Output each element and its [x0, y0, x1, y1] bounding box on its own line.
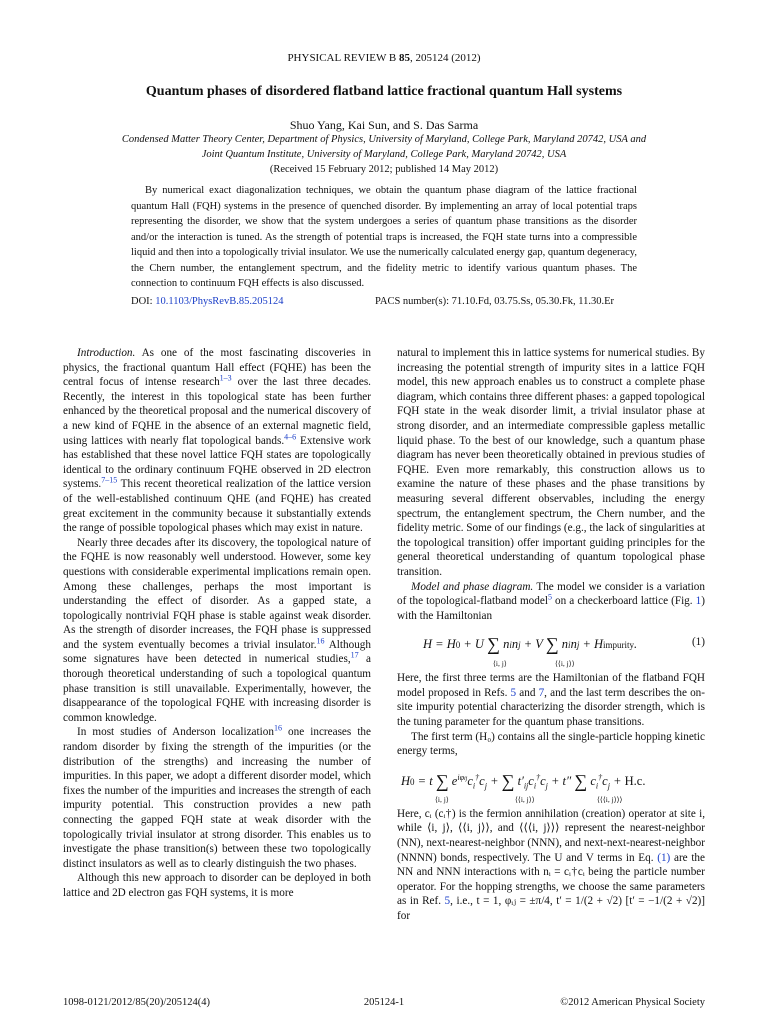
issn: 1098-0121/2012/85(20)/205124(4) [63, 997, 210, 1008]
doi-label: DOI: [131, 296, 153, 307]
sum-index-nn: ⟨i, j⟩ [435, 794, 449, 804]
hamiltonian-paragraph [397, 671, 705, 729]
citation-link[interactable]: 1–3 [219, 373, 232, 383]
intro-paragraph-2 [63, 536, 371, 726]
text-run: In most studies of Anderson localization [77, 726, 274, 739]
text-run: Nearly three decades after its discovery, the topological nature of the FQHE is now reasonably well understood. However, some key questions with considerable experimental implications remain open. Among these challenges, perhaps the most important is understanding the effect of disorder. As a gapped state, a topologically nontrivial FQH phase is stable against weak disorder. As the strength of disorder increases, the FQH phase is suppressed and the system eventually becomes a trivial insulator. [63, 536, 371, 651]
affiliation-2: Joint Quantum Institute, University of Maryland, College Park, Maryland 20742, USA [201, 149, 567, 160]
citation-link[interactable]: 4–6 [284, 431, 297, 441]
intro-paragraph-3 [63, 725, 371, 871]
figure-link[interactable]: 1 [695, 595, 702, 608]
text-run: one increases the random disorder by fixing the strength of the impurities (or the distribution of the strengths) and increasing the number of impurities. In this paper, we adopt a different disorder model, which fixes the number of the impurities and increases the strength of each impurity potential. This construction provides a new path connecting the gapped FQH state at weak disorder with the topologically trivial insulator at strong disorder. This enables us to investigate the phase transition(s) between these two topologically distinct insulators as well as to clearly distinguish the two phases. [63, 726, 371, 870]
text-run: ) with the Hamiltonian [397, 595, 705, 622]
text-run: Here, cᵢ (cᵢ†) is the fermion annihilation (creation) operator at site i, while ⟨i, j⟩, ⟨⟨i, j⟩⟩, and ⟨⟨⟨i, j⟩⟩⟩ represent the nearest-neighbor (NN), next-nearest-neighbor (NNN), and next-next-nearest-neighbor (NNNN) bonds, respectively. The U and V terms in Eq. [397, 807, 705, 864]
equation-number-1: (1) [691, 636, 705, 649]
right-column [397, 346, 705, 924]
paper-title: Quantum phases of disordered flatband lattice fractional quantum Hall systems [145, 84, 623, 99]
text-run: are the NN and NNN interactions with nᵢ = cᵢ†cᵢ being the particle number operator. For the hopping strengths, we choose the same parameters as in Ref. [397, 851, 705, 908]
pacs-numbers [375, 296, 614, 307]
copyright: ©2012 American Physical Society [560, 997, 705, 1008]
citation-link[interactable]: 16 [316, 636, 325, 646]
received-dates: (Received 15 February 2012; published 14 May 2012) [269, 164, 499, 175]
text-run: and [516, 686, 539, 699]
text-run: a thorough theoretical understanding of such a topological quantum phase transition is still unavailable. Experimentally, however, the disappearance of the topological FQHE with increasing disorder is common knowledge. [63, 653, 371, 724]
reference-link[interactable]: 7 [538, 686, 545, 699]
sum-index-nnn: ⟨⟨i, j⟩⟩ [555, 659, 575, 669]
citation-link[interactable]: 7–15 [101, 475, 118, 485]
kinetic-paragraph: The first term (H₀) contains all the single-particle hopping kinetic energy terms, [397, 730, 705, 758]
section-lead-introduction: Introduction. [77, 347, 136, 359]
pacs-label: PACS number(s): [375, 296, 449, 307]
text-run: , and the last term describes the on-site impurity potential characterizing the disorder strength, which is the tuning parameter for the quantum phase transitions. [397, 686, 705, 729]
left-column [63, 346, 371, 901]
text-run: This recent theoretical realization of the lattice version of the well-established continuum QHE (and FQHE) has created great excitement in the community because it substantially extends the range of possible topological phases which may exist in nature. [63, 478, 371, 535]
text-run: , i.e., t = 1, φᵢⱼ = ±π/4, t′ = 1/(2 + √2) [t′ = −1/(2 + √2)] for [397, 895, 705, 922]
author-list: Shuo Yang, Kai Sun, and S. Das Sarma [289, 118, 479, 132]
kinetic-formula: H0 = t ∑ $e^{i\varphi ij}c_i^\dagger c_j$ + ∑ $t'_{ij}c_i^\dagger c_j + t''$ ∑ $c_i^\dagger c_j + H.c$. [401, 771, 646, 791]
journal-name: PHYSICAL REVIEW B [287, 52, 397, 64]
sum-index-nn: ⟨i, j⟩ [493, 659, 507, 669]
sum-index-nnn: ⟨⟨i, j⟩⟩ [515, 794, 535, 804]
intro-paragraph-4: Although this new approach to disorder can be deployed in both lattice and 2D electron gas FQH systems, it is more [63, 872, 371, 899]
text-run: As one of the most fascinating discoveries in physics, the fractional quantum Hall effect (FQHE) has been the central focus of intense research [63, 347, 371, 389]
text-run: Extensive work has established that these novel lattice FQH states are topologically identical to the ordinary continuum FQHE observed in 2D electron systems. [63, 434, 372, 491]
hamiltonian-formula: H = H0 + U ∑ ninj + V ∑ ninj + Himpurity. [423, 634, 638, 655]
citation-link[interactable]: 17 [350, 650, 359, 660]
equation-link[interactable]: (1) [657, 851, 671, 864]
article-number: , 205124 (2012) [409, 52, 481, 64]
text-run: The model we consider is a variation of the topological-flatband model [397, 580, 705, 608]
citation-link[interactable]: 5 [547, 592, 552, 602]
doi-link[interactable]: 10.1103/PhysRevB.85.205124 [155, 296, 284, 307]
equation-1 [397, 627, 705, 667]
right-paragraph-1: natural to implement this in lattice systems for numerical studies. By increasing the potential strength of impurity sites in a lattice FQH model, this new approach enables us to construct a complete phase diagram, which contains three different phases: a gapped topological FQH state in the weak disorder limit, a trivial insulator phase at strong disorder, and an intermediate compressible gapless metallic liquid phase. To the best of our knowledge, such a quantum phase diagram has never been theoretically obtained in previous studies of FQHE. Even more remarkably, this construction allows us to examine the nature of these phases and the phase transitions by measuring several different observables, including the energy spectrum, the entanglement spectrum, the Chern number, and the fidelity metric. Some of our findings (e.g., the lack of singularities at the topological transition) offer important guiding principles for the general theoretical understanding of quantum topological phase transition. [397, 347, 705, 578]
reference-link[interactable]: 5 [444, 895, 451, 908]
citation-link[interactable]: 16 [273, 723, 282, 733]
journal-volume: 85 [398, 52, 410, 64]
affiliation-1: Condensed Matter Theory Center, Department of Physics, University of Maryland, College Park, Maryland 20742, USA and [121, 134, 647, 145]
doi-line [131, 296, 637, 307]
text-run: Although some signatures have been detected in numerical studies, [63, 638, 371, 666]
text-run: Here, the first three terms are the Hamiltonian of the flatband FQH model proposed in Refs. [397, 672, 705, 699]
text-run: on a checkerboard lattice (Fig. [551, 595, 696, 608]
sum-index-nnnn: ⟨⟨⟨i, j⟩⟩⟩ [597, 794, 623, 804]
reference-link[interactable]: 5 [510, 686, 517, 699]
abstract: By numerical exact diagonalization techniques, we obtain the quantum phase diagram of the lattice fractional quantum Hall (FQH) systems in the presence of quenched disorder. By implementing an array of local potential traps representing the disorder, we show that the system undergoes a series of quantum phase transitions as the disorder and/or the interaction is tuned. As the strength of potential traps is increased, the FQH state turns into a compressible liquid and then into a topologically trivial insulator. We use the numerically calculated energy gap, quantum degeneracy, the Chern number, the entanglement spectrum, and the fidelity metric to identify various quantum phases. The connection to continuum FQH effects is also discussed. [131, 185, 637, 289]
text-run: over the last three decades. Recently, the interest in this topological state has been further enhanced by the theoretical proposal and the numerical discovery of a new kind of FQHE in the absence of an external magnetic field, using lattices with nearly flat topological bands. [63, 376, 371, 447]
model-paragraph [397, 580, 705, 624]
equation-2 [397, 763, 705, 803]
section-lead-model: Model and phase diagram. [411, 580, 534, 593]
intro-paragraph-1 [63, 346, 371, 536]
page-number: 205124-1 [363, 997, 405, 1008]
pacs-value: 71.10.Fd, 03.75.Ss, 05.30.Fk, 11.30.Er [451, 296, 615, 307]
operators-paragraph [397, 807, 705, 924]
journal-header [0, 52, 768, 64]
